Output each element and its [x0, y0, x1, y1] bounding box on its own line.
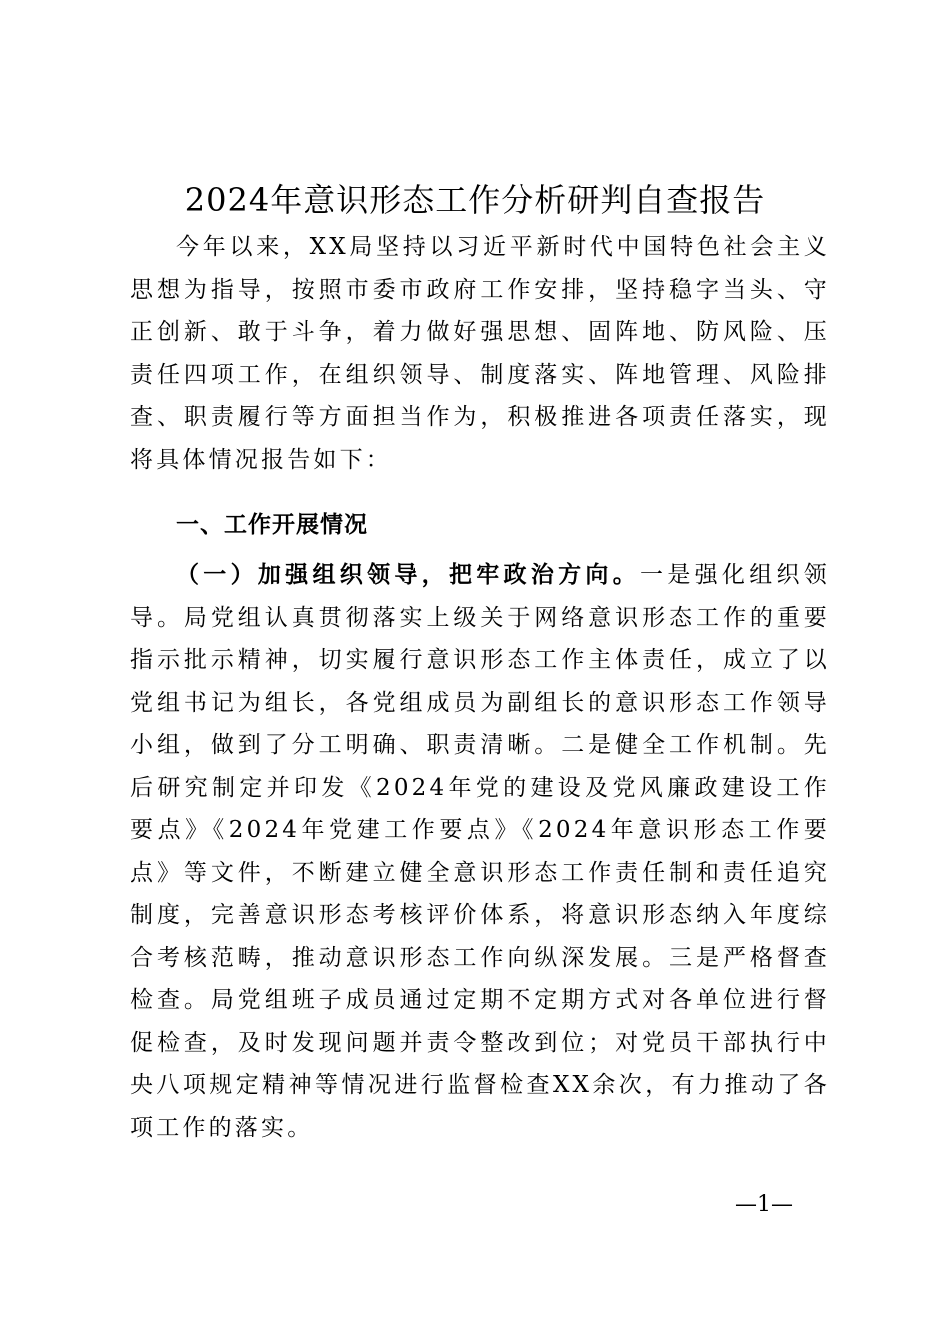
- intro-paragraph: 今年以来，XX局坚持以习近平新时代中国特色社会主义思想为指导，按照市委市政府工作安排，坚持稳字当头、守正创新、敢于斗争，着力做好强思想、固阵地、防风险、压责任四项工作，在组织领导、制度落实、阵地管理、风险排查、职责履行等方面担当作为，积极推进各项责任落实，现将具体情况报告如下：: [130, 234, 830, 473]
- subsection-paragraph-organization: [130, 554, 830, 1149]
- subsection-lead-title: （一）加强组织领导，把牢政治方向。: [176, 561, 641, 588]
- section-heading-work-progress: 一、工作开展情况: [176, 512, 368, 538]
- page-number: —1—: [735, 1192, 793, 1217]
- subsection-body-text: 一是强化组织领导。局党组认真贯彻落实上级关于网络意识形态工作的重要指示批示精神，切实履行意识形态工作主体责任，成立了以党组书记为组长，各党组成员为副组长的意识形态工作领导小组，做到了分工明确、职责清晰。二是健全工作机制。先后研究制定并印发《2024年党的建设及党风廉政建设工作要点》《2024年党建工作要点》《2024年意识形态工作要点》等文件，不断建立健全意识形态工作责任制和责任追究制度，完善意识形态考核评价体系，将意识形态纳入年度综合考核范畴，推动意识形态工作向纵深发展。三是严格督查检查。局党组班子成员通过定期不定期方式对各单位进行督促检查，及时发现问题并责令整改到位；对党员干部执行中央八项规定精神等情况进行监督检查XX余次，有力推动了各项工作的落实。: [130, 562, 831, 1141]
- document-title: 2024年意识形态工作分析研判自查报告: [184, 181, 766, 219]
